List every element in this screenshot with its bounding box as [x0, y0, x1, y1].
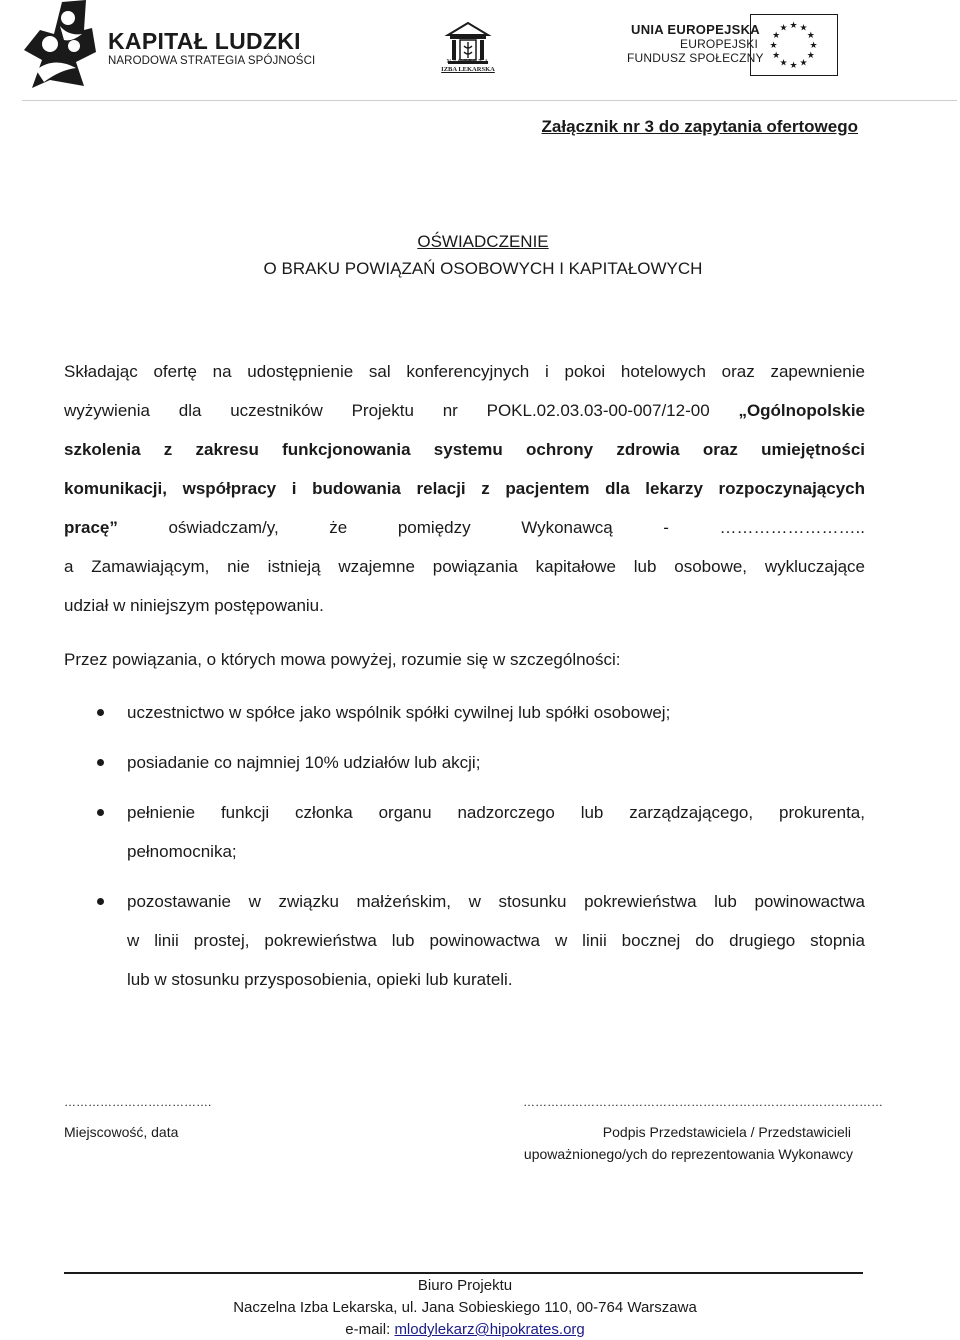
body-line-1: Składając ofertę na udostępnienie sal konferencyjnych i pokoi hotelowych oraz zapewnienie — [64, 362, 865, 381]
relations-intro: Przez powiązania, o których mowa powyżej, rozumie się w szczególności: — [64, 650, 621, 669]
bullet-item-1 — [127, 693, 865, 732]
bullet-item-1-text: uczestnictwo w spółce jako wspólnik spółki cywilnej lub spółki osobowej; — [127, 703, 671, 722]
body-line-3: szkolenia z zakresu funkcjonowania systemu ochrony zdrowia oraz umiejętności — [64, 440, 865, 459]
bullet-item-2 — [127, 743, 865, 782]
bullet-icon — [97, 759, 104, 766]
bullet-icon — [97, 709, 104, 716]
svg-text:★: ★ — [799, 58, 808, 69]
body-line-2-text: wyżywienia dla uczestników Projektu nr POKL.02.03.03-00-007/12-00 — [64, 401, 739, 420]
svg-text:★: ★ — [772, 31, 781, 41]
bullet-item-4 — [127, 882, 865, 999]
svg-text:★: ★ — [799, 23, 808, 34]
svg-text:★: ★ — [806, 31, 815, 41]
place-date-label: Miejscowość, data — [64, 1124, 179, 1140]
ue-subtitle-1: EUROPEJSKI — [680, 37, 759, 51]
project-title-end: pracę” — [64, 518, 118, 537]
svg-text:★: ★ — [789, 61, 798, 71]
footer-address: Naczelna Izba Lekarska, ul. Jana Sobieskiego 110, 00-764 Warszawa — [233, 1299, 697, 1316]
signature-label-1: Podpis Przedstawiciela / Przedstawicieli — [602, 1124, 851, 1140]
footer-office: Biuro Projektu — [417, 1277, 513, 1294]
footer-contact — [0, 1321, 930, 1338]
body-line-6: a Zamawiającym, nie istnieją wzajemne powiązania kapitałowe lub osobowe, wykluczające — [64, 557, 865, 576]
bullet-icon — [97, 898, 104, 905]
annex-heading: Załącznik nr 3 do zapytania ofertowego — [541, 117, 858, 136]
eu-flag-icon — [750, 14, 838, 76]
header-divider — [22, 100, 957, 101]
project-title-start: „Ogólnopolskie — [738, 401, 865, 420]
svg-text:★: ★ — [779, 58, 788, 69]
kapital-ludzki-title: KAPITAŁ LUDZKI — [108, 28, 301, 54]
bullet-item-4-line-2: w linii prostej, pokrewieństwa lub powinowactwa w linii bocznej do drugiego stopnia — [127, 931, 865, 950]
svg-text:★: ★ — [809, 41, 818, 51]
page-header — [0, 0, 960, 100]
nil-text-line1: NACZELNA — [446, 58, 490, 65]
email-link[interactable]: mlodylekarz@hipokrates.org — [394, 1321, 585, 1338]
body-line-5-text: oświadczam/y, że pomiędzy Wykonawcą - …………………….. — [117, 518, 865, 537]
bullet-item-3-line-2: pełnomocnika; — [127, 842, 237, 861]
ue-subtitle-2: FUNDUSZ SPOŁECZNY — [627, 51, 764, 65]
document-title: OŚWIADCZENIE — [417, 232, 549, 251]
bullet-icon — [97, 809, 104, 816]
svg-text:★: ★ — [789, 21, 798, 31]
bullet-item-3-line-1: pełnienie funkcji członka organu nadzorczego lub zarządzającego, prokurenta, — [127, 803, 865, 822]
declaration-paragraph — [64, 352, 865, 625]
bullet-item-4-line-1: pozostawanie w związku małżeńskim, w stosunku pokrewieństwa lub powinowactwa — [127, 892, 865, 911]
svg-text:★: ★ — [769, 41, 778, 51]
document-subtitle: O BRAKU POWIĄZAŃ OSOBOWYCH I KAPITAŁOWYCH — [263, 259, 703, 278]
email-label: e-mail: — [345, 1321, 395, 1338]
body-line-2 — [64, 391, 865, 430]
bullet-item-3 — [127, 793, 865, 871]
signature-field: ……………………………………………………………………………… — [523, 1095, 883, 1109]
signature-label-2: upoważnionego/ych do reprezentowania Wykonawcy — [523, 1146, 853, 1162]
kapital-ludzki-subtitle: NARODOWA STRATEGIA SPÓJNOŚCI — [108, 55, 316, 67]
svg-text:★: ★ — [779, 23, 788, 34]
body-line-7: udział w niniejszym postępowaniu. — [64, 596, 324, 615]
body-line-4: komunikacji, współpracy i budowania relacji z pacjentem dla lekarzy rozpoczynających — [64, 479, 865, 498]
bullet-item-4-line-3: lub w stosunku przysposobienia, opieki lub kurateli. — [127, 970, 513, 989]
nil-text-line2: IZBA LEKARSKA — [441, 66, 495, 73]
ue-title: UNIA EUROPEJSKA — [631, 22, 760, 37]
place-date-field: ………………………………. — [64, 1095, 212, 1109]
bullet-item-2-text: posiadanie co najmniej 10% udziałów lub akcji; — [127, 753, 481, 772]
body-line-5 — [64, 508, 865, 547]
kapital-ludzki-logo — [24, 0, 96, 90]
svg-text:★: ★ — [772, 51, 781, 61]
svg-text:★: ★ — [806, 51, 815, 61]
footer-divider — [64, 1272, 863, 1274]
